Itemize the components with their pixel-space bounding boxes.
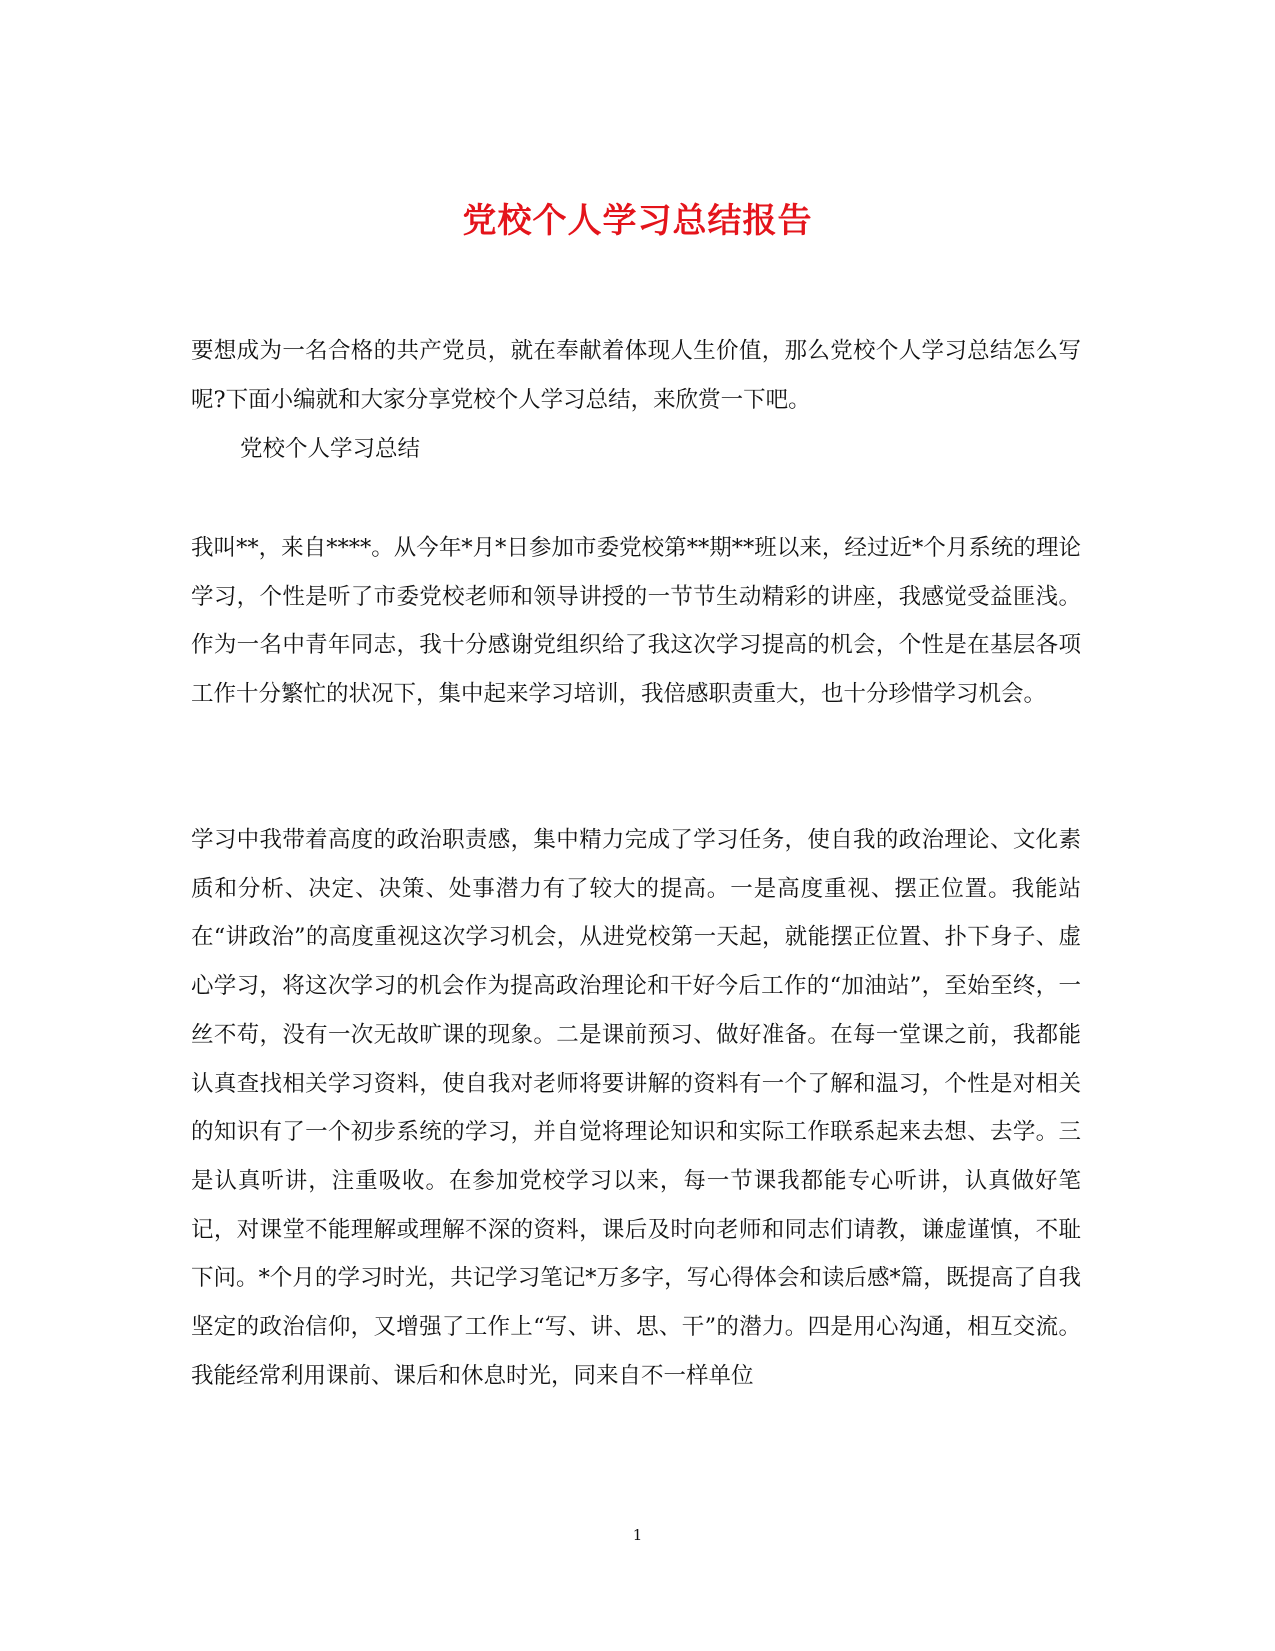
document-title: 党校个人学习总结报告: [462, 200, 813, 241]
section-subheading: 党校个人学习总结: [240, 436, 421, 462]
body-paragraph-2: 学习中我带着高度的政治职责感，集中精力完成了学习任务，使自我的政治理论、文化素质和分析、决定、决策、处事潜力有了较大的提高。一是高度重视、摆正位置。我能站在“讲政治”的高度重视这次学习机会，从进党校第一天起，就能摆正位置、扑下身子、虚心学习，将这次学习的机会作为提高政治理论和干好今后工作的“加油站”，至始至终，一丝不苟，没有一次无故旷课的现象。二是课前预习、做好准备。在每一堂课之前，我都能认真查找相关学习资料，使自我对老师将要讲解的资料有一个了解和温习，个性是对相关的知识有了一个初步系统的学习，并自觉将理论知识和实际工作联系起来去想、去学。三是认真听讲，注重吸收。在参加党校学习以来，每一节课我都能专心听讲，认真做好笔记，对课堂不能理解或理解不深的资料，课后及时向老师和同志们请教，谦虚谨慎，不耻下问。*个月的学习时光，共记学习笔记*万多字，写心得体会和读后感*篇，既提高了自我坚定的政治信仰，又增强了工作上“写、讲、思、干”的潜力。四是用心沟通，相互交流。我能经常利用课前、课后和休息时光，同来自不一样单位: [191, 827, 1081, 1389]
page-number: 1: [632, 1526, 643, 1544]
body-paragraph-1: 我叫**，来自****。从今年*月*日参加市委党校第**期**班以来，经过近*个月系统的理论学习，个性是听了市委党校老师和领导讲授的一节节生动精彩的讲座，我感觉受益匪浅。作为一名中青年同志，我十分感谢党组织给了我这次学习提高的机会，个性是在基层各项工作十分繁忙的状况下，集中起来学习培训，我倍感职责重大，也十分珍惜学习机会。: [191, 535, 1081, 708]
intro-paragraph: 要想成为一名合格的共产党员，就在奉献着体现人生价值，那么党校个人学习总结怎么写呢?下面小编就和大家分享党校个人学习总结，来欣赏一下吧。: [191, 338, 1081, 413]
